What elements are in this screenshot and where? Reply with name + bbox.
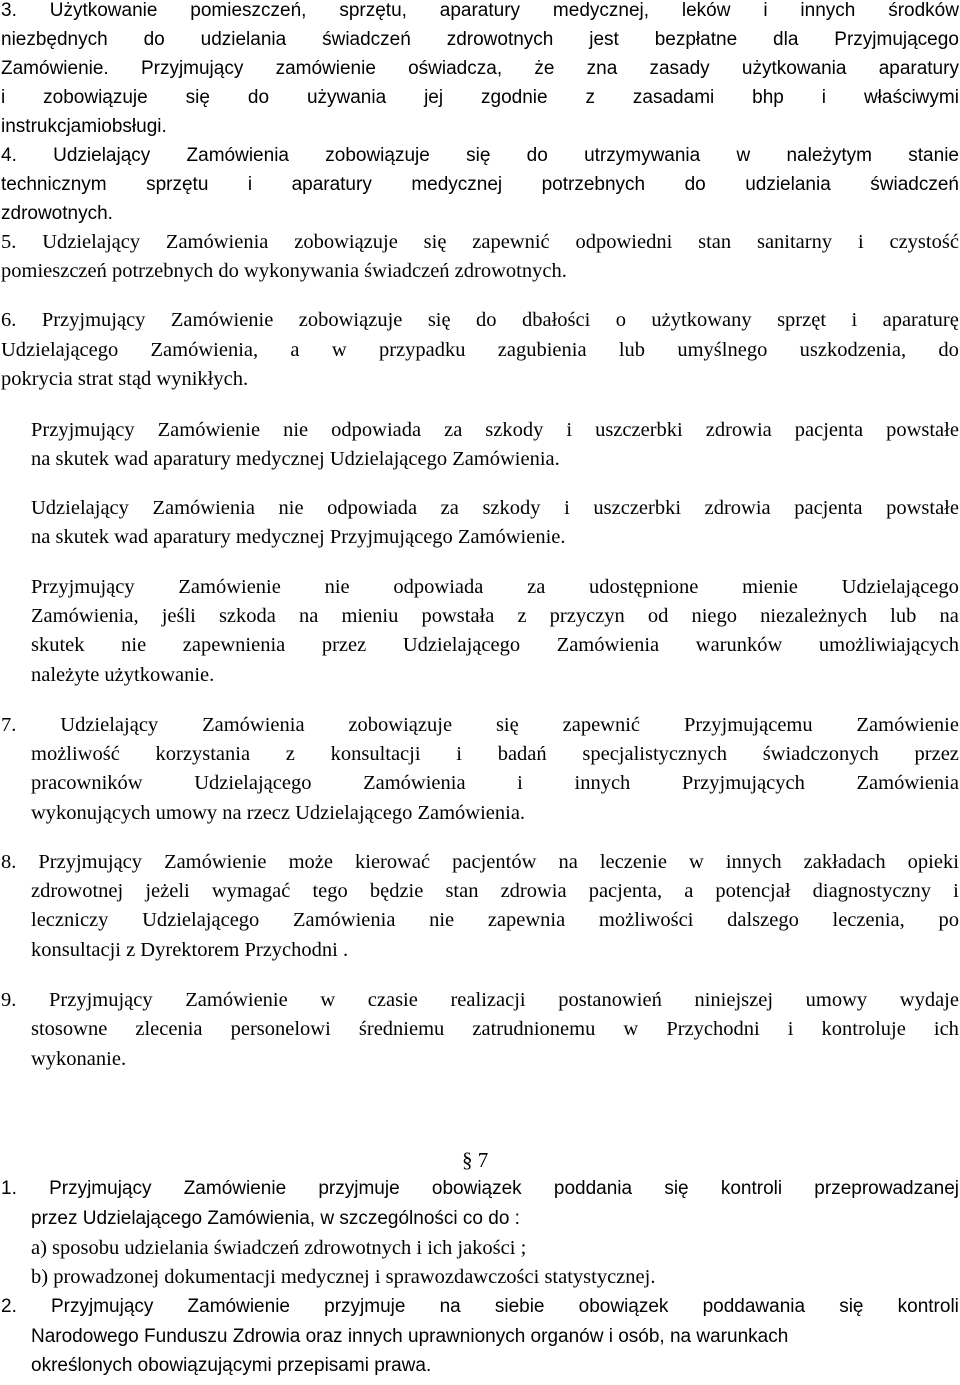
para-7-line: wykonujących umowy na rzecz Udzielającego Zamówienia.: [31, 802, 526, 824]
para-7-line: 7. Udzielający Zamówienia zobowiązuje się zapewnić Przyjmującemu Zamówienie: [1, 714, 959, 736]
para-7-line: pracowników Udzielającego Zamówienia i innych Przyjmujących Zamówienia: [31, 772, 959, 794]
para-6-line: pokrycia strat stąd wynikłych.: [1, 368, 249, 390]
para-9-line: stosowne zlecenia personelowi średniemu zatrudnionemu w Przychodni i kontroluje ich: [31, 1018, 959, 1040]
s7-point-1a: a) sposobu udzielania świadczeń zdrowotnych i ich jakości ;: [31, 1237, 527, 1259]
s7-point-2-line: Narodowego Funduszu Zdrowia oraz innych uprawnionych organów i osób, na warunkach: [31, 1326, 789, 1347]
para-3-line: niezbędnych do udzielania świadczeń zdrowotnych jest bezpłatne dla Przyjmującego: [1, 29, 959, 50]
para-6c-line: należyte użytkowanie.: [31, 664, 215, 686]
para-6a-line: Przyjmujący Zamówienie nie odpowiada za szkody i uszczerbki zdrowia pacjenta powstałe: [31, 419, 959, 441]
para-6b-line: Udzielający Zamówienia nie odpowiada za szkody i uszczerbki zdrowia pacjenta powstałe: [31, 497, 959, 519]
para-5-line: pomieszczeń potrzebnych do wykonywania świadczeń zdrowotnych.: [1, 260, 567, 282]
s7-point-1b: b) prowadzonej dokumentacji medycznej i sprawozdawczości statystycznej.: [31, 1266, 656, 1288]
para-6c-line: skutek nie zapewnienia przez Udzielającego Zamówienia warunków umożliwiających: [31, 634, 959, 656]
para-9-line: wykonanie.: [31, 1048, 127, 1070]
para-4-line: technicznym sprzętu i aparatury medycznej potrzebnych do udzielania świadczeń: [1, 174, 959, 195]
para-8-line: 8. Przyjmujący Zamówienie może kierować pacjentów na leczenie w innych zakładach opieki: [1, 851, 959, 873]
para-8-line: zdrowotnej jeżeli wymagać tego będzie stan zdrowia pacjenta, a potencjał diagnostyczny i: [31, 880, 959, 902]
section-heading: § 7: [462, 1148, 489, 1172]
para-3-line: Zamówienie. Przyjmujący zamówienie oświadcza, że zna zasady użytkowania aparatury: [1, 58, 959, 79]
s7-point-1-line: przez Udzielającego Zamówienia, w szczególności co do :: [31, 1208, 520, 1229]
para-6-line: Udzielającego Zamówienia, a w przypadku zagubienia lub umyślnego uszkodzenia, do: [1, 339, 959, 361]
para-4-line: 4. Udzielający Zamówienia zobowiązuje się do utrzymywania w należytym stanie: [1, 145, 959, 166]
para-3-line: i zobowiązuje się do używania jej zgodnie z zasadami bhp i właściwymi: [1, 87, 959, 108]
para-6a-line: na skutek wad aparatury medycznej Udzielającego Zamówienia.: [31, 448, 560, 470]
para-7-line: możliwość korzystania z konsultacji i badań specjalistycznych świadczonych przez: [31, 743, 959, 765]
para-9-line: 9. Przyjmujący Zamówienie w czasie realizacji postanowień niniejszej umowy wydaje: [1, 989, 959, 1011]
para-4-line: zdrowotnych.: [1, 203, 113, 224]
para-6-line: 6. Przyjmujący Zamówienie zobowiązuje się do dbałości o użytkowany sprzęt i aparaturę: [1, 309, 959, 331]
para-6c-line: Zamówienia, jeśli szkoda na mieniu powstała z przyczyn od niego niezależnych lub na: [31, 605, 959, 627]
para-6b-line: na skutek wad aparatury medycznej Przyjmującego Zamówienie.: [31, 526, 566, 548]
para-8-line: konsultacji z Dyrektorem Przychodni .: [31, 939, 349, 961]
para-5-line: 5. Udzielający Zamówienia zobowiązuje się zapewnić odpowiedni stan sanitarny i czystość: [1, 231, 959, 253]
s7-point-1-line: 1. Przyjmujący Zamówienie przyjmuje obowiązek poddania się kontroli przeprowadzanej: [1, 1178, 959, 1199]
para-8-line: leczniczy Udzielającego Zamówienia nie zapewnia możliwości dalszego leczenia, po: [31, 909, 959, 931]
para-3-line: 3. Użytkowanie pomieszczeń, sprzętu, aparatury medycznej, leków i innych środków: [1, 0, 959, 21]
para-3-line: instrukcjamiobsługi.: [1, 116, 167, 137]
para-6c-line: Przyjmujący Zamówienie nie odpowiada za udostępnione mienie Udzielającego: [31, 576, 959, 598]
s7-point-2-line: określonych obowiązującymi przepisami prawa.: [31, 1355, 432, 1376]
s7-point-2-line: 2. Przyjmujący Zamówienie przyjmuje na siebie obowiązek poddawania się kontroli: [1, 1296, 959, 1317]
